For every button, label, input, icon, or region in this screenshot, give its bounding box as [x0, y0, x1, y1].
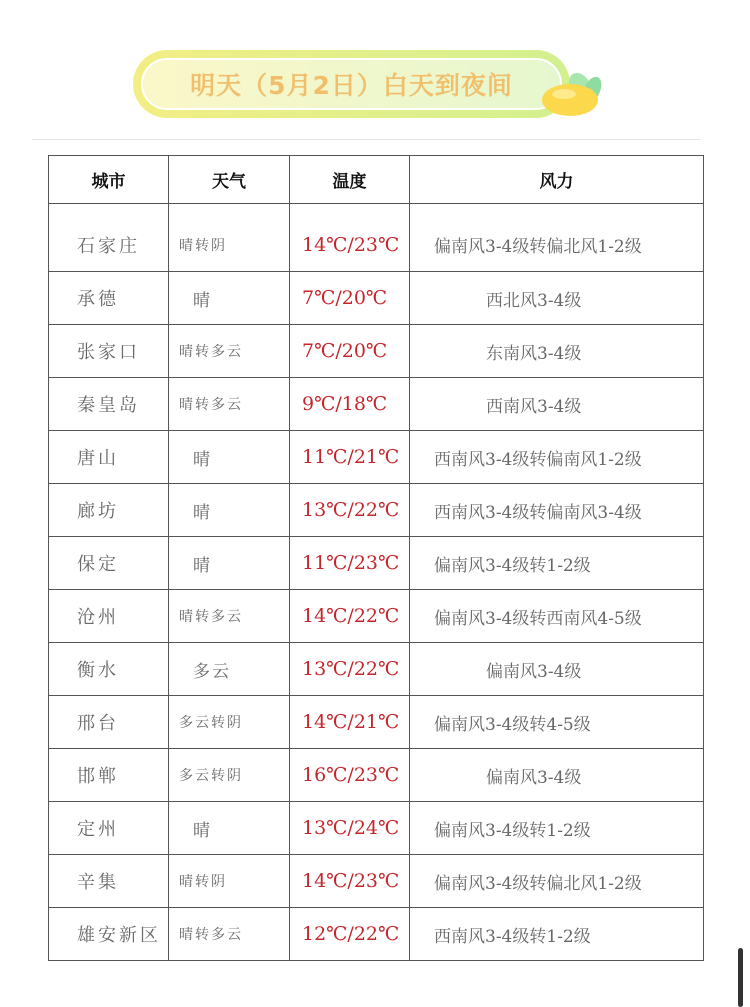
table-row — [49, 590, 704, 643]
wind-cell: 西南风3-4级转1-2级 — [410, 908, 704, 961]
city-cell: 雄安新区 — [49, 908, 169, 961]
temperature-cell: 7℃/20℃ — [290, 272, 410, 325]
table-row — [49, 325, 704, 378]
weather-cell: 晴 — [169, 272, 290, 325]
table-row — [49, 855, 704, 908]
weather-cell: 晴 — [169, 537, 290, 590]
wind-cell: 偏南风3-4级转4-5级 — [410, 696, 704, 749]
temperature-cell: 16℃/23℃ — [290, 749, 410, 802]
page-title: 明天（5月2日）白天到夜间 — [190, 71, 513, 100]
weather-cell: 晴转多云 — [169, 908, 290, 961]
divider — [32, 139, 700, 140]
city-cell: 沧州 — [49, 590, 169, 643]
weather-cell: 晴 — [169, 802, 290, 855]
table-row — [49, 537, 704, 590]
header-weather: 天气 — [169, 156, 290, 204]
scrollbar[interactable] — [738, 948, 743, 1007]
weather-cell: 晴转阴 — [169, 204, 290, 272]
wind-cell: 东南风3-4级 — [410, 325, 704, 378]
temperature-cell: 14℃/21℃ — [290, 696, 410, 749]
weather-cell: 多云转阴 — [169, 696, 290, 749]
table-row — [49, 749, 704, 802]
temperature-cell: 14℃/23℃ — [290, 204, 410, 272]
weather-cell: 晴转阴 — [169, 855, 290, 908]
wind-cell: 西南风3-4级 — [410, 378, 704, 431]
weather-cell: 晴 — [169, 431, 290, 484]
city-cell: 廊坊 — [49, 484, 169, 537]
temperature-cell: 14℃/22℃ — [290, 590, 410, 643]
temperature-cell: 14℃/23℃ — [290, 855, 410, 908]
mango-icon — [540, 70, 602, 118]
table-row — [49, 802, 704, 855]
wind-cell: 偏南风3-4级转西南风4-5级 — [410, 590, 704, 643]
wind-cell: 偏南风3-4级转1-2级 — [410, 802, 704, 855]
wind-cell: 偏南风3-4级 — [410, 643, 704, 696]
table-row — [49, 272, 704, 325]
city-cell: 秦皇岛 — [49, 378, 169, 431]
city-cell: 辛集 — [49, 855, 169, 908]
wind-cell: 西南风3-4级转偏南风3-4级 — [410, 484, 704, 537]
table-row — [49, 643, 704, 696]
temperature-cell: 11℃/21℃ — [290, 431, 410, 484]
wind-cell: 偏南风3-4级 — [410, 749, 704, 802]
temperature-cell: 7℃/20℃ — [290, 325, 410, 378]
city-cell: 邢台 — [49, 696, 169, 749]
table-row — [49, 908, 704, 961]
weather-cell: 晴转多云 — [169, 590, 290, 643]
temperature-cell: 13℃/24℃ — [290, 802, 410, 855]
table-row — [49, 204, 704, 272]
weather-cell: 晴转多云 — [169, 325, 290, 378]
header-city: 城市 — [49, 156, 169, 204]
city-cell: 定州 — [49, 802, 169, 855]
temperature-cell: 13℃/22℃ — [290, 484, 410, 537]
table-row — [49, 484, 704, 537]
wind-cell: 偏南风3-4级转偏北风1-2级 — [410, 204, 704, 272]
header-wind: 风力 — [410, 156, 704, 204]
temperature-cell: 12℃/22℃ — [290, 908, 410, 961]
wind-cell: 西南风3-4级转偏南风1-2级 — [410, 431, 704, 484]
city-cell: 邯郸 — [49, 749, 169, 802]
header-temperature: 温度 — [290, 156, 410, 204]
city-cell: 石家庄 — [49, 204, 169, 272]
city-cell: 张家口 — [49, 325, 169, 378]
city-cell: 承德 — [49, 272, 169, 325]
wind-cell: 西北风3-4级 — [410, 272, 704, 325]
wind-cell: 偏南风3-4级转偏北风1-2级 — [410, 855, 704, 908]
temperature-cell: 11℃/23℃ — [290, 537, 410, 590]
wind-cell: 偏南风3-4级转1-2级 — [410, 537, 704, 590]
title-banner — [133, 50, 570, 118]
city-cell: 衡水 — [49, 643, 169, 696]
weather-cell: 晴 — [169, 484, 290, 537]
table-row — [49, 696, 704, 749]
weather-cell: 晴转多云 — [169, 378, 290, 431]
weather-cell: 多云 — [169, 643, 290, 696]
city-cell: 唐山 — [49, 431, 169, 484]
weather-table — [48, 155, 704, 961]
temperature-cell: 13℃/22℃ — [290, 643, 410, 696]
temperature-cell: 9℃/18℃ — [290, 378, 410, 431]
table-row — [49, 431, 704, 484]
table-row — [49, 378, 704, 431]
weather-cell: 多云转阴 — [169, 749, 290, 802]
city-cell: 保定 — [49, 537, 169, 590]
